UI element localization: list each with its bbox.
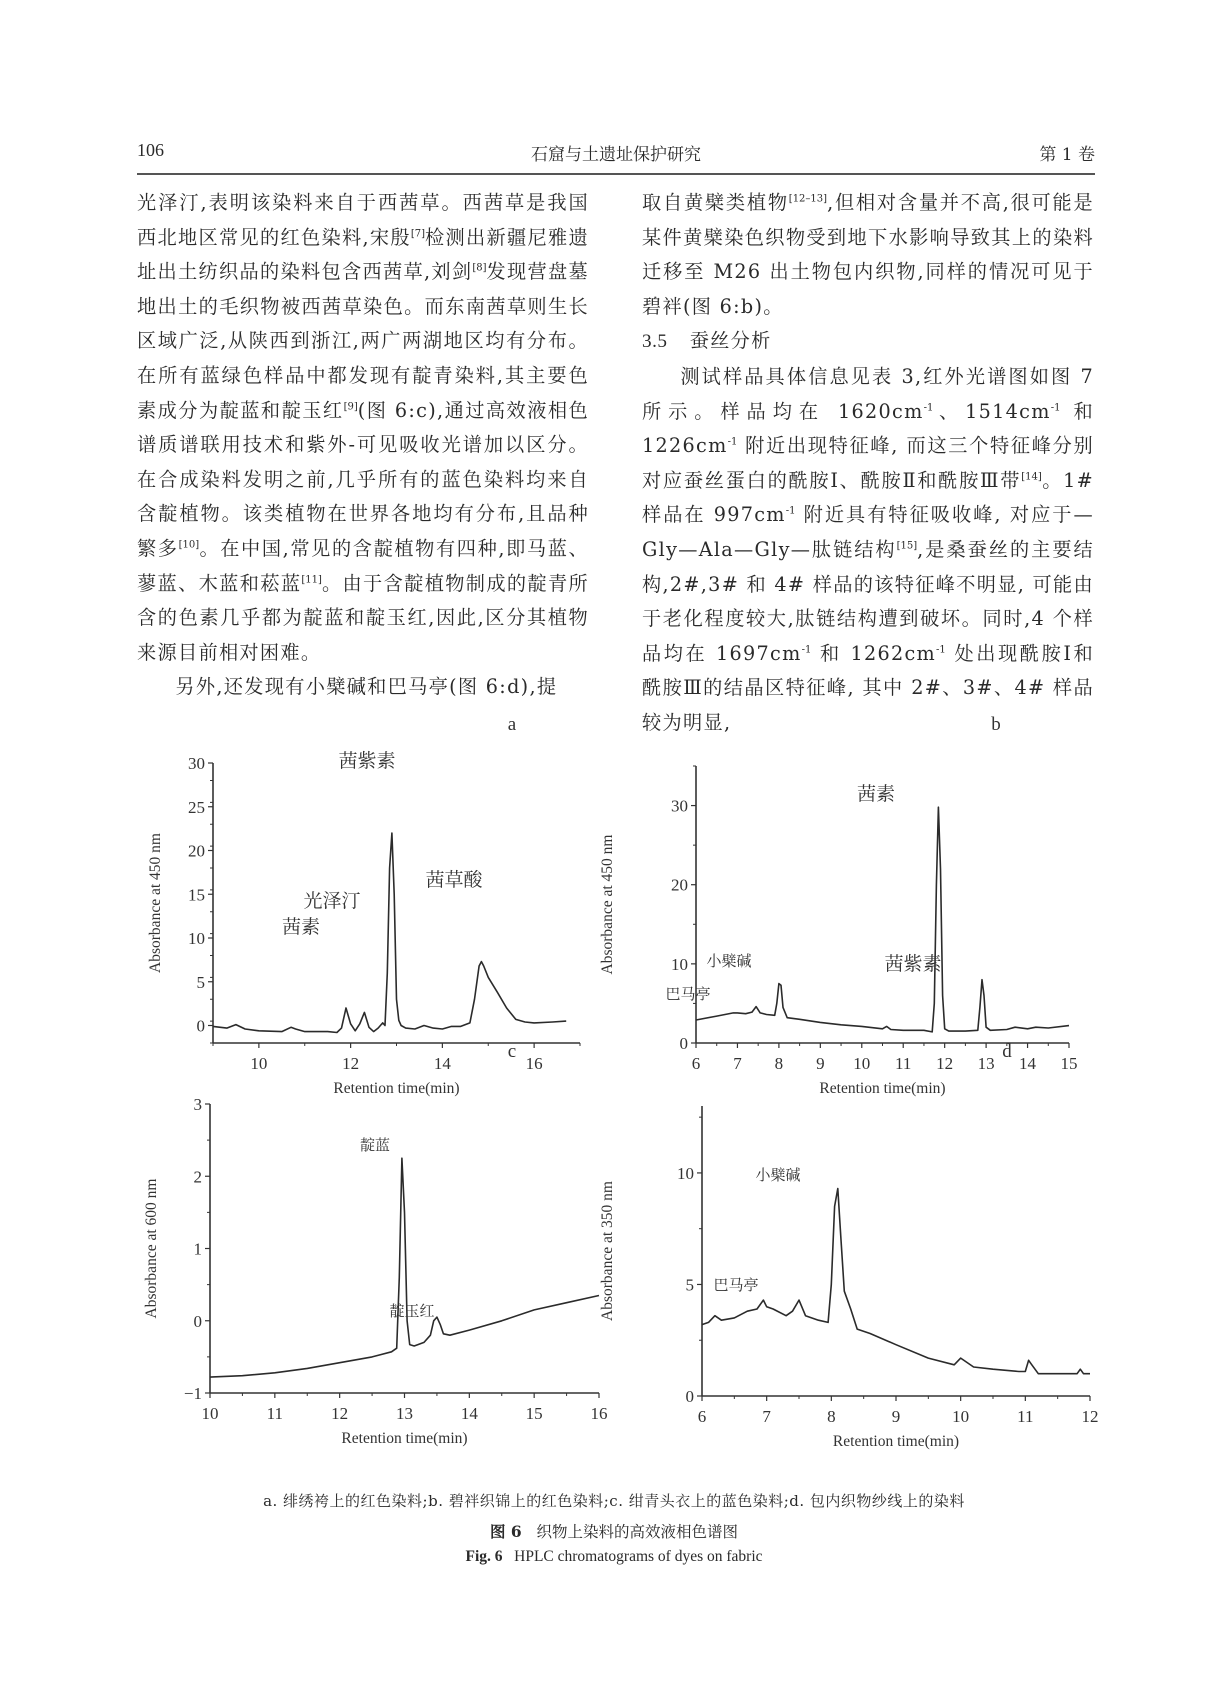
panel-d-x-axis-label: Retention time(min) [832, 1433, 960, 1450]
text-run: 取自黄檗类植物 [642, 191, 789, 214]
text-run: 。由于含靛植物制成的靛青所含的色素几乎都为靛蓝和靛玉红,因此,区分其植物来源目前相对困难。 [137, 571, 589, 664]
section-title: 蚕丝分析 [689, 329, 772, 353]
superscript: -1 [785, 505, 796, 517]
panel-b-y-axis-label: Absorbance at 450 nm [599, 834, 616, 975]
panel-c-series-line [210, 1158, 599, 1377]
figure-subcaption: a. 绯绣袴上的红色染料;b. 碧袢织锦上的红色染料;c. 绀青头衣上的蓝色染料;d. 包内织物纱线上的染料 [263, 1492, 965, 1510]
panel-a-y-tick-label: 0 [196, 1016, 205, 1036]
panel-a-y-tick-label: 5 [196, 972, 205, 992]
panel-d-x-tick-label: 11 [1017, 1407, 1034, 1426]
journal-title: 石窟与土遗址保护研究 [531, 145, 701, 165]
superscript: -1 [727, 436, 738, 448]
panel-d-x-tick-label: 8 [827, 1407, 836, 1426]
text-run: 测试样品具体信息见表 3,红外光谱图如图 7 所示。样品均在 1620cm [642, 364, 1094, 423]
panel-b-x-tick-label: 11 [895, 1054, 912, 1073]
superscript: -1 [923, 402, 934, 414]
text-run: 附近具有特征吸收峰, 对应于—Gly—Ala—Gly—肽链结构 [642, 503, 1094, 561]
panel-c-peak-label: 靛玉红 [389, 1302, 435, 1320]
paragraph: 另外,还发现有小檗碱和巴马亭(图 6:d),提 [175, 675, 558, 699]
panel-a-series-line [213, 833, 566, 1033]
figure-caption-cn [0, 1520, 1228, 1542]
panel-d-x-tick-label: 7 [762, 1407, 771, 1426]
citation[interactable]: [10] [178, 539, 200, 551]
panel-c-y-tick-label: 0 [193, 1311, 202, 1331]
volume-label: 第 1 卷 [1039, 145, 1095, 165]
caption-text: HPLC chromatograms of dyes on fabric [514, 1548, 763, 1565]
panel-c-peak-label: 靛蓝 [359, 1136, 391, 1154]
panel-b-panel-label: b [991, 714, 1001, 735]
panel-c-x-tick-label: 15 [525, 1404, 543, 1423]
panel-c-x-axis-label: Retention time(min) [341, 1430, 468, 1447]
panel-b-y-tick-label: 0 [679, 1034, 688, 1053]
text-run: 发现营盘墓地出土的毛织物被西茜草染色。而东南茜草则生长区域广泛,从陕西到浙江,两广两湖地区均有分布。在所有蓝绿色样品中都发现有靛青染料,其主要色素成分为靛蓝和靛玉红 [137, 260, 589, 422]
figure-caption-en [0, 1548, 1228, 1566]
panel-d-y-tick-label: 10 [677, 1163, 694, 1183]
panel-b-x-axis-label: Retention time(min) [819, 1080, 946, 1097]
panel-a-y-tick-label: 10 [188, 929, 205, 948]
text-run: 处出现酰胺Ⅰ和酰胺Ⅲ的结晶区特征峰, 其中 2#、3#、4# 样品较为明显, [642, 641, 1094, 734]
panel-b-x-tick-label: 14 [1019, 1054, 1037, 1073]
panel-a-x-tick-label: 12 [342, 1054, 360, 1073]
panel-b-x-tick-label: 7 [733, 1054, 742, 1073]
panel-b-peak-label: 巴马亭 [665, 985, 711, 1003]
text-run: 和 1262cm [811, 641, 937, 665]
text-run: ,但相对含量并不高,很可能是某件黄檗染色织物受到地下水影响导致其上的染料迁移至 M26 出土物包内织物,同样的情况可见于碧袢(图 6:b)。 [642, 191, 1094, 318]
panel-a-x-tick-label: 14 [433, 1054, 451, 1073]
text-run: 附近出现特征峰, 而这三个特征峰分别对应蚕丝蛋白的酰胺Ⅰ、酰胺Ⅱ和酰胺Ⅲ带 [642, 434, 1094, 492]
panel-a-panel-label: a [507, 714, 517, 735]
text-run: 和 1226cm [642, 399, 1095, 458]
panel-a-y-axis-label: Absorbance at 450 nm [147, 833, 164, 973]
panel-c-panel-label: c [507, 1041, 517, 1062]
panel-b-x-tick-label: 9 [816, 1054, 825, 1073]
panel-d-x-tick-label: 6 [697, 1407, 707, 1426]
panel-b-x-tick-label: 15 [1060, 1054, 1078, 1073]
section-number: 3.5 [642, 331, 668, 353]
panel-c-y-tick-label: −1 [183, 1384, 202, 1403]
panel-c-x-tick-label: 10 [201, 1404, 219, 1423]
citation[interactable]: [9] [343, 401, 358, 413]
citation[interactable]: [7] [410, 228, 426, 240]
panel-b-y-tick-label: 10 [671, 954, 688, 974]
panel-c-x-tick-label: 16 [590, 1404, 608, 1423]
citation[interactable]: [15] [896, 540, 918, 552]
panel-b-x-tick-label: 6 [691, 1054, 701, 1073]
caption-text: 织物上染料的高效液相色谱图 [536, 1523, 738, 1541]
panel-a-y-tick-label: 15 [188, 885, 205, 905]
caption-label: Fig. 6 [465, 1548, 503, 1565]
panel-b-x-tick-label: 8 [774, 1054, 784, 1073]
text-run: 光泽汀,表明该染料来自于西茜草。西茜草是我国西北地区常见的红色染料,宋殷 [137, 191, 589, 249]
text-run: ,是桑蚕丝的主要结构,2#,3# 和 4# 样品的该特征峰不明显, 可能由于老化程度较大,肽链结构遭到破坏。同时,4 个样品均在 1697cm [642, 537, 1094, 665]
panel-d-panel-label: d [1002, 1041, 1012, 1062]
citation[interactable]: [11] [301, 574, 322, 586]
citation[interactable]: [8] [472, 262, 487, 274]
superscript: -1 [936, 644, 946, 656]
panel-a-peak-label: 光泽汀 [303, 890, 361, 912]
panel-d-x-tick-label: 10 [952, 1407, 970, 1426]
panel-b-peak-label: 茜紫素 [884, 953, 942, 975]
panel-a-x-tick-label: 10 [250, 1054, 268, 1073]
text-run: 、1514cm [933, 399, 1051, 423]
panel-a-y-tick-label: 20 [188, 841, 205, 861]
text-run: 检测出新疆尼雅遗址出土纺织品的染料包含西茜草,刘剑 [137, 225, 589, 284]
caption-label: 图 6 [490, 1522, 522, 1541]
panel-a-y-tick-label: 25 [188, 797, 205, 817]
panel-d-y-axis-label: Absorbance at 350 nm [599, 1181, 616, 1321]
panel-a-peak-label: 茜草酸 [425, 869, 483, 891]
panel-a-x-tick-label: 16 [525, 1054, 543, 1073]
text-run: 。在中国,常见的含靛植物有四种,即马蓝、蓼蓝、木蓝和菘蓝 [137, 536, 589, 595]
text-run: (图 6:c),通过高效液相色谱质谱联用技术和紫外-可见吸收光谱加以区分。在合成染料发明之前,几乎所有的蓝色染料均来自含靛植物。该类植物在世界各地均有分布,且品种繁多 [137, 398, 590, 560]
panel-b-y-tick-label: 20 [671, 875, 688, 895]
page-number: 106 [137, 140, 164, 160]
panel-a-y-tick-label: 30 [188, 754, 205, 773]
superscript: -1 [801, 644, 812, 656]
panel-b-peak-label: 茜素 [856, 783, 896, 805]
panel-d-y-tick-label: 0 [685, 1387, 694, 1406]
panel-c-y-tick-label: 3 [193, 1095, 202, 1114]
panel-b-x-tick-label: 13 [977, 1054, 995, 1073]
superscript: -1 [1050, 402, 1061, 414]
panel-d-x-tick-label: 12 [1081, 1407, 1099, 1426]
panel-c-y-tick-label: 1 [193, 1239, 202, 1259]
panel-b-series-line [696, 807, 1069, 1032]
panel-b-peak-label: 小檗碱 [706, 952, 752, 970]
panel-d-series-line [702, 1189, 1090, 1374]
panel-c-x-tick-label: 13 [396, 1404, 413, 1423]
panel-d-x-tick-label: 9 [891, 1407, 901, 1426]
panel-a-peak-label: 茜素 [281, 916, 321, 938]
panel-c-y-axis-label: Absorbance at 600 nm [143, 1178, 160, 1319]
panel-b-x-tick-label: 12 [936, 1054, 954, 1073]
panel-d-y-tick-label: 5 [685, 1275, 694, 1295]
panel-c-x-tick-label: 11 [266, 1404, 284, 1423]
panel-d-peak-label: 巴马亭 [713, 1276, 759, 1294]
citation[interactable]: [12–13] [788, 193, 828, 205]
panel-a-peak-label: 茜紫素 [338, 750, 396, 772]
panel-b-x-tick-label: 10 [853, 1054, 871, 1073]
panel-b-y-tick-label: 30 [671, 796, 688, 816]
panel-d-peak-label: 小檗碱 [755, 1166, 801, 1184]
panel-a-x-axis-label: Retention time(min) [333, 1080, 460, 1097]
citation[interactable]: [14] [1021, 471, 1042, 483]
text-run: 。1# 样品在 997cm [642, 468, 1095, 527]
panel-c-y-tick-label: 2 [193, 1167, 202, 1187]
panel-c-x-tick-label: 14 [460, 1404, 478, 1423]
panel-c-x-tick-label: 12 [331, 1404, 349, 1423]
